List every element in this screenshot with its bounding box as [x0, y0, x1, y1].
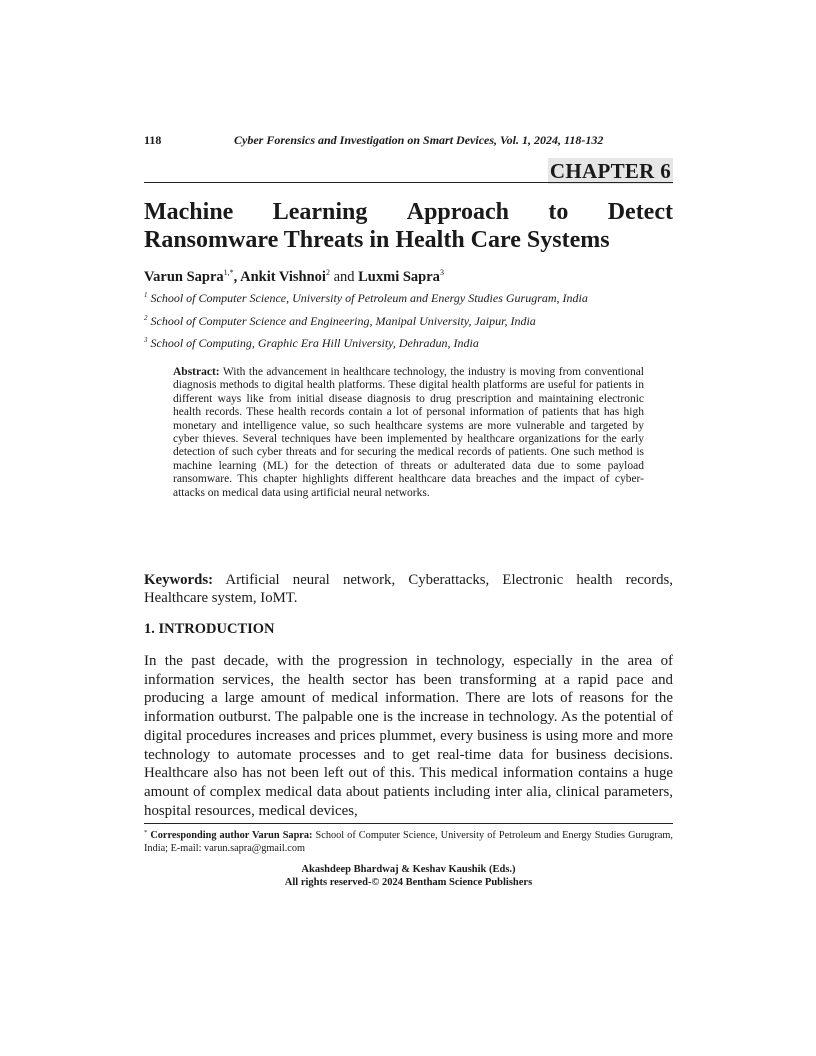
abstract	[173, 366, 644, 500]
body-paragraph: In the past decade, with the progression in technology, especially in the area of information services, the health sector has been transforming at a rapid pace and producing a large amount of medical information. There are lots of reasons for the information outburst. The palpable one is the increase in technology. As the potential of digital procedures increases and prices plummet, every business is using more and more technology to automate processes and to get real-time data for business decisions. Healthcare also has not been left out of this. This medical information contains a huge amount of complex medical data about patients including inter alia, clinical parameters, hospital resources, medical devices,	[144, 653, 673, 819]
title-word: Approach	[406, 199, 509, 225]
footnote-divider	[144, 823, 673, 824]
footnote-marker: *	[144, 829, 148, 836]
author-affiliation-marker: 1,*	[223, 268, 234, 277]
footnote-label: Corresponding author Varun Sapra:	[150, 830, 313, 841]
author-name: Ankit Vishnoi	[240, 269, 326, 285]
page-number: 118	[144, 133, 162, 147]
keywords-text: Artificial neural network, Cyberattacks, Electronic health records, Healthcare system, IoMT.	[144, 572, 673, 606]
affiliation-text: School of Computer Science and Engineering, Manipal University, Jaipur, India	[150, 313, 536, 328]
chapter-label: CHAPTER 6	[549, 159, 671, 183]
affiliation-marker: 1	[144, 291, 148, 299]
author-list	[144, 264, 673, 286]
affiliation-list	[144, 286, 684, 354]
affiliation-marker: 3	[144, 336, 148, 344]
title-word: Learning	[272, 199, 368, 225]
author-affiliation-marker: 3	[439, 268, 444, 277]
section-heading: 1. INTRODUCTION	[144, 621, 275, 637]
affiliation	[144, 309, 684, 332]
publisher-info	[144, 864, 673, 889]
affiliation-text: School of Computing, Graphic Era Hill University, Dehradun, India	[150, 336, 479, 350]
affiliation	[144, 331, 684, 354]
journal-year-pages: , 2024, 118-132	[528, 133, 604, 147]
author-name: Luxmi Sapra	[358, 269, 440, 285]
title-word: Detect	[607, 199, 673, 225]
author-separator: ,	[233, 269, 241, 285]
title-word: Machine	[144, 199, 234, 225]
title-word: to	[548, 199, 569, 225]
keywords	[144, 571, 673, 607]
chapter-divider	[144, 182, 673, 183]
author-affiliation-marker: 2	[325, 268, 330, 277]
title-line-2: Ransomware Threats in Health Care Systems	[144, 227, 610, 253]
affiliation-marker: 2	[144, 313, 148, 322]
footnote-text: School of Computer Science, University of Petroleum and Energy Studies Gurugram, India; E-mail: varun.sapra@gmail.com	[144, 830, 674, 854]
affiliation-text: School of Computer Science, University of Petroleum and Energy Studies Gurugram, India	[150, 291, 588, 305]
abstract-text: With the advancement in healthcare technology, the industry is moving from conventional diagnosis methods to digital health platforms. These digital health platforms are useful for patients in different ways like from initial disease diagnosis to drug prescription and maintaining electronic health records. These health records contain a lot of personal information of patients that has high monetary and intelligence value, so such healthcare systems are more vulnerable and targeted by cyber thieves. Several techniques have been implemented by healthcare organizations for the early detection of such cyber threats and for securing the medical records of patients. One such method is machine learning (ML) for the detection of threats or adulterated data due to some payload ransomware. This chapter highlights different healthcare data breaches and the impact of cyber-attacks on medical data using artificial neural networks.	[173, 366, 644, 499]
journal-citation	[234, 132, 603, 148]
affiliation	[144, 286, 684, 309]
chapter-title	[144, 198, 673, 254]
author-name: Varun Sapra	[144, 269, 224, 285]
footnote	[144, 826, 673, 855]
editors-line: Akashdeep Bhardwaj & Keshav Kaushik (Eds.)	[301, 864, 516, 875]
abstract-label: Abstract:	[173, 366, 220, 378]
journal-name: Cyber Forensics and Investigation on Smart Devices, Vol. 1	[234, 133, 529, 147]
keywords-label: Keywords:	[144, 572, 214, 588]
author-separator: and	[329, 269, 359, 285]
rights-line: All rights reserved-© 2024 Bentham Science Publishers	[284, 876, 533, 888]
title-line-1	[144, 198, 673, 226]
